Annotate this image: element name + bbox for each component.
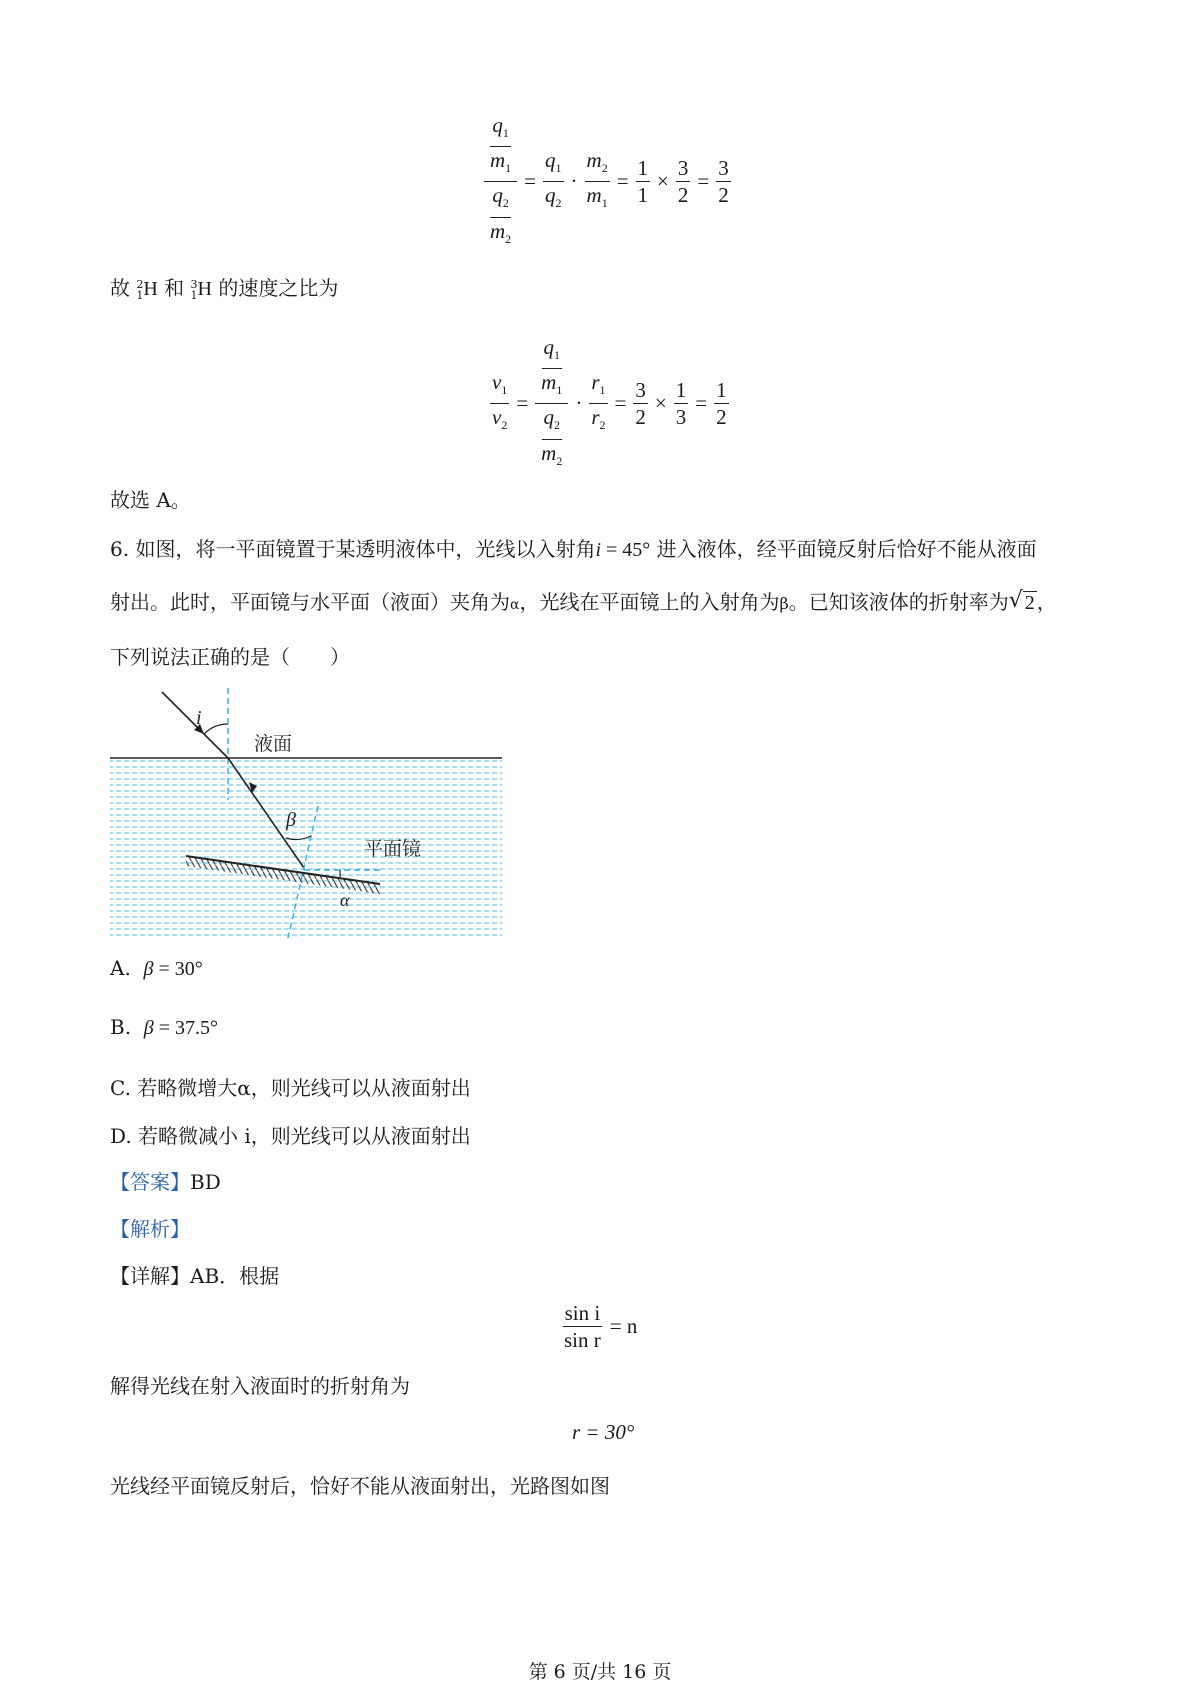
frac-3-2: $\frac{3}{2}$ — [677, 156, 689, 208]
frac-r1-r2: $\frac{r_1}{r_2}$ — [591, 370, 606, 433]
equation-charge-mass-ratio: $\frac{\frac{q_1}{m_1}}{\frac{q_2}{m_2}}$ = $\frac{q_1}{q_2}$ · $\frac{m_2}{m_1}$ = $\frac{1}{1}$ × $\frac{3}{2}$ = $\frac{3}{2}$ — [482, 112, 733, 252]
frac-v1-v2: $\frac{v_1}{v_2}$ — [492, 370, 508, 433]
label-alpha: α — [340, 890, 350, 910]
liquid-region — [110, 758, 502, 936]
label-mirror: 平面镜 — [364, 838, 422, 860]
question-line-1: 6. 如图，将一平面镜置于某透明液体中，光线以入射角i = 45° 进入液体，经平面镜反射后恰好不能从液面 — [110, 537, 1037, 561]
question-line-2: 射出。此时，平面镜与水平面（液面）夹角为α，光线在平面镜上的入射角为β。已知该液体的折射率为 √ 2 ， — [110, 588, 1057, 614]
frac-q1-q2: $\frac{q_1}{q_2}$ — [545, 148, 562, 211]
frac-sini-sinr: $\frac{\text{sin i}}{\text{sin r}}$ — [564, 1301, 601, 1352]
answer-value: BD — [190, 1170, 221, 1194]
answer-tag: 【答案】 — [110, 1170, 190, 1194]
label-beta: β — [286, 809, 296, 831]
frac-specific-charge-ratio: $\frac{\frac{q_1}{m_1}}{\frac{q_2}{m_2}}$ — [484, 112, 517, 252]
label-i: i — [196, 707, 202, 729]
refraction-angle-text: 解得光线在射入液面时的折射角为 — [110, 1374, 410, 1398]
velocity-ratio-text: 故 2 1 H 和 3 1 H 的速度之比为 — [110, 276, 339, 302]
equation-refraction-angle: r = 30° — [572, 1420, 635, 1444]
page-footer: 第 6 页/共 16 页 — [528, 1661, 672, 1683]
frac-specific-charge: $\frac{\frac{q_1}{m_1}}{\frac{q_2}{m_2}}$ — [535, 334, 568, 474]
final-text: 光线经平面镜反射后，恰好不能从液面射出，光路图如图 — [110, 1474, 610, 1498]
equation-snell: $\frac{\text{sin i}}{\text{sin r}}$ = n — [564, 1301, 638, 1352]
sqrt-symbol: √ 2 — [1008, 588, 1035, 614]
frac-1-3: $\frac{1}{3}$ — [675, 378, 687, 430]
equation-velocity-ratio: $\frac{v_1}{v_2}$ = $\frac{\frac{q_1}{m_1}}{\frac{q_2}{m_2}}$ · $\frac{r_1}{r_2}$ = $\frac{3}{2}$ × $\frac{1}{3}$ = $\frac{1}{2}$ — [488, 334, 731, 474]
choice-c: C. 若略微增大α，则光线可以从液面射出 — [110, 1076, 471, 1100]
detail-line: 【详解】AB．根据 — [110, 1264, 280, 1288]
choice-d: D. 若略微减小 i，则光线可以从液面射出 — [110, 1124, 471, 1148]
frac-3-2-result: $\frac{3}{2}$ — [718, 156, 729, 208]
detail-tag: 【详解】 — [110, 1264, 190, 1288]
answer-line — [110, 1166, 221, 1195]
choice-a: A. β = 30° — [110, 956, 203, 980]
light-path-figure — [108, 680, 508, 940]
frac-1-2: $\frac{1}{2}$ — [716, 378, 727, 430]
frac-m2-m1: $\frac{m_2}{m_1}$ — [586, 148, 608, 211]
analysis-tag: 【解析】 — [110, 1217, 190, 1241]
choice-b: B. β = 37.5° — [110, 1015, 219, 1039]
frac-3-2-b: $\frac{3}{2}$ — [635, 378, 646, 430]
conclusion-text: 故选 A。 — [110, 488, 191, 512]
angle-i-arc — [204, 724, 228, 734]
label-surface: 液面 — [254, 733, 293, 755]
question-line-3: 下列说法正确的是（ ） — [110, 645, 350, 669]
frac-1-1: $\frac{1}{1}$ — [637, 156, 649, 208]
